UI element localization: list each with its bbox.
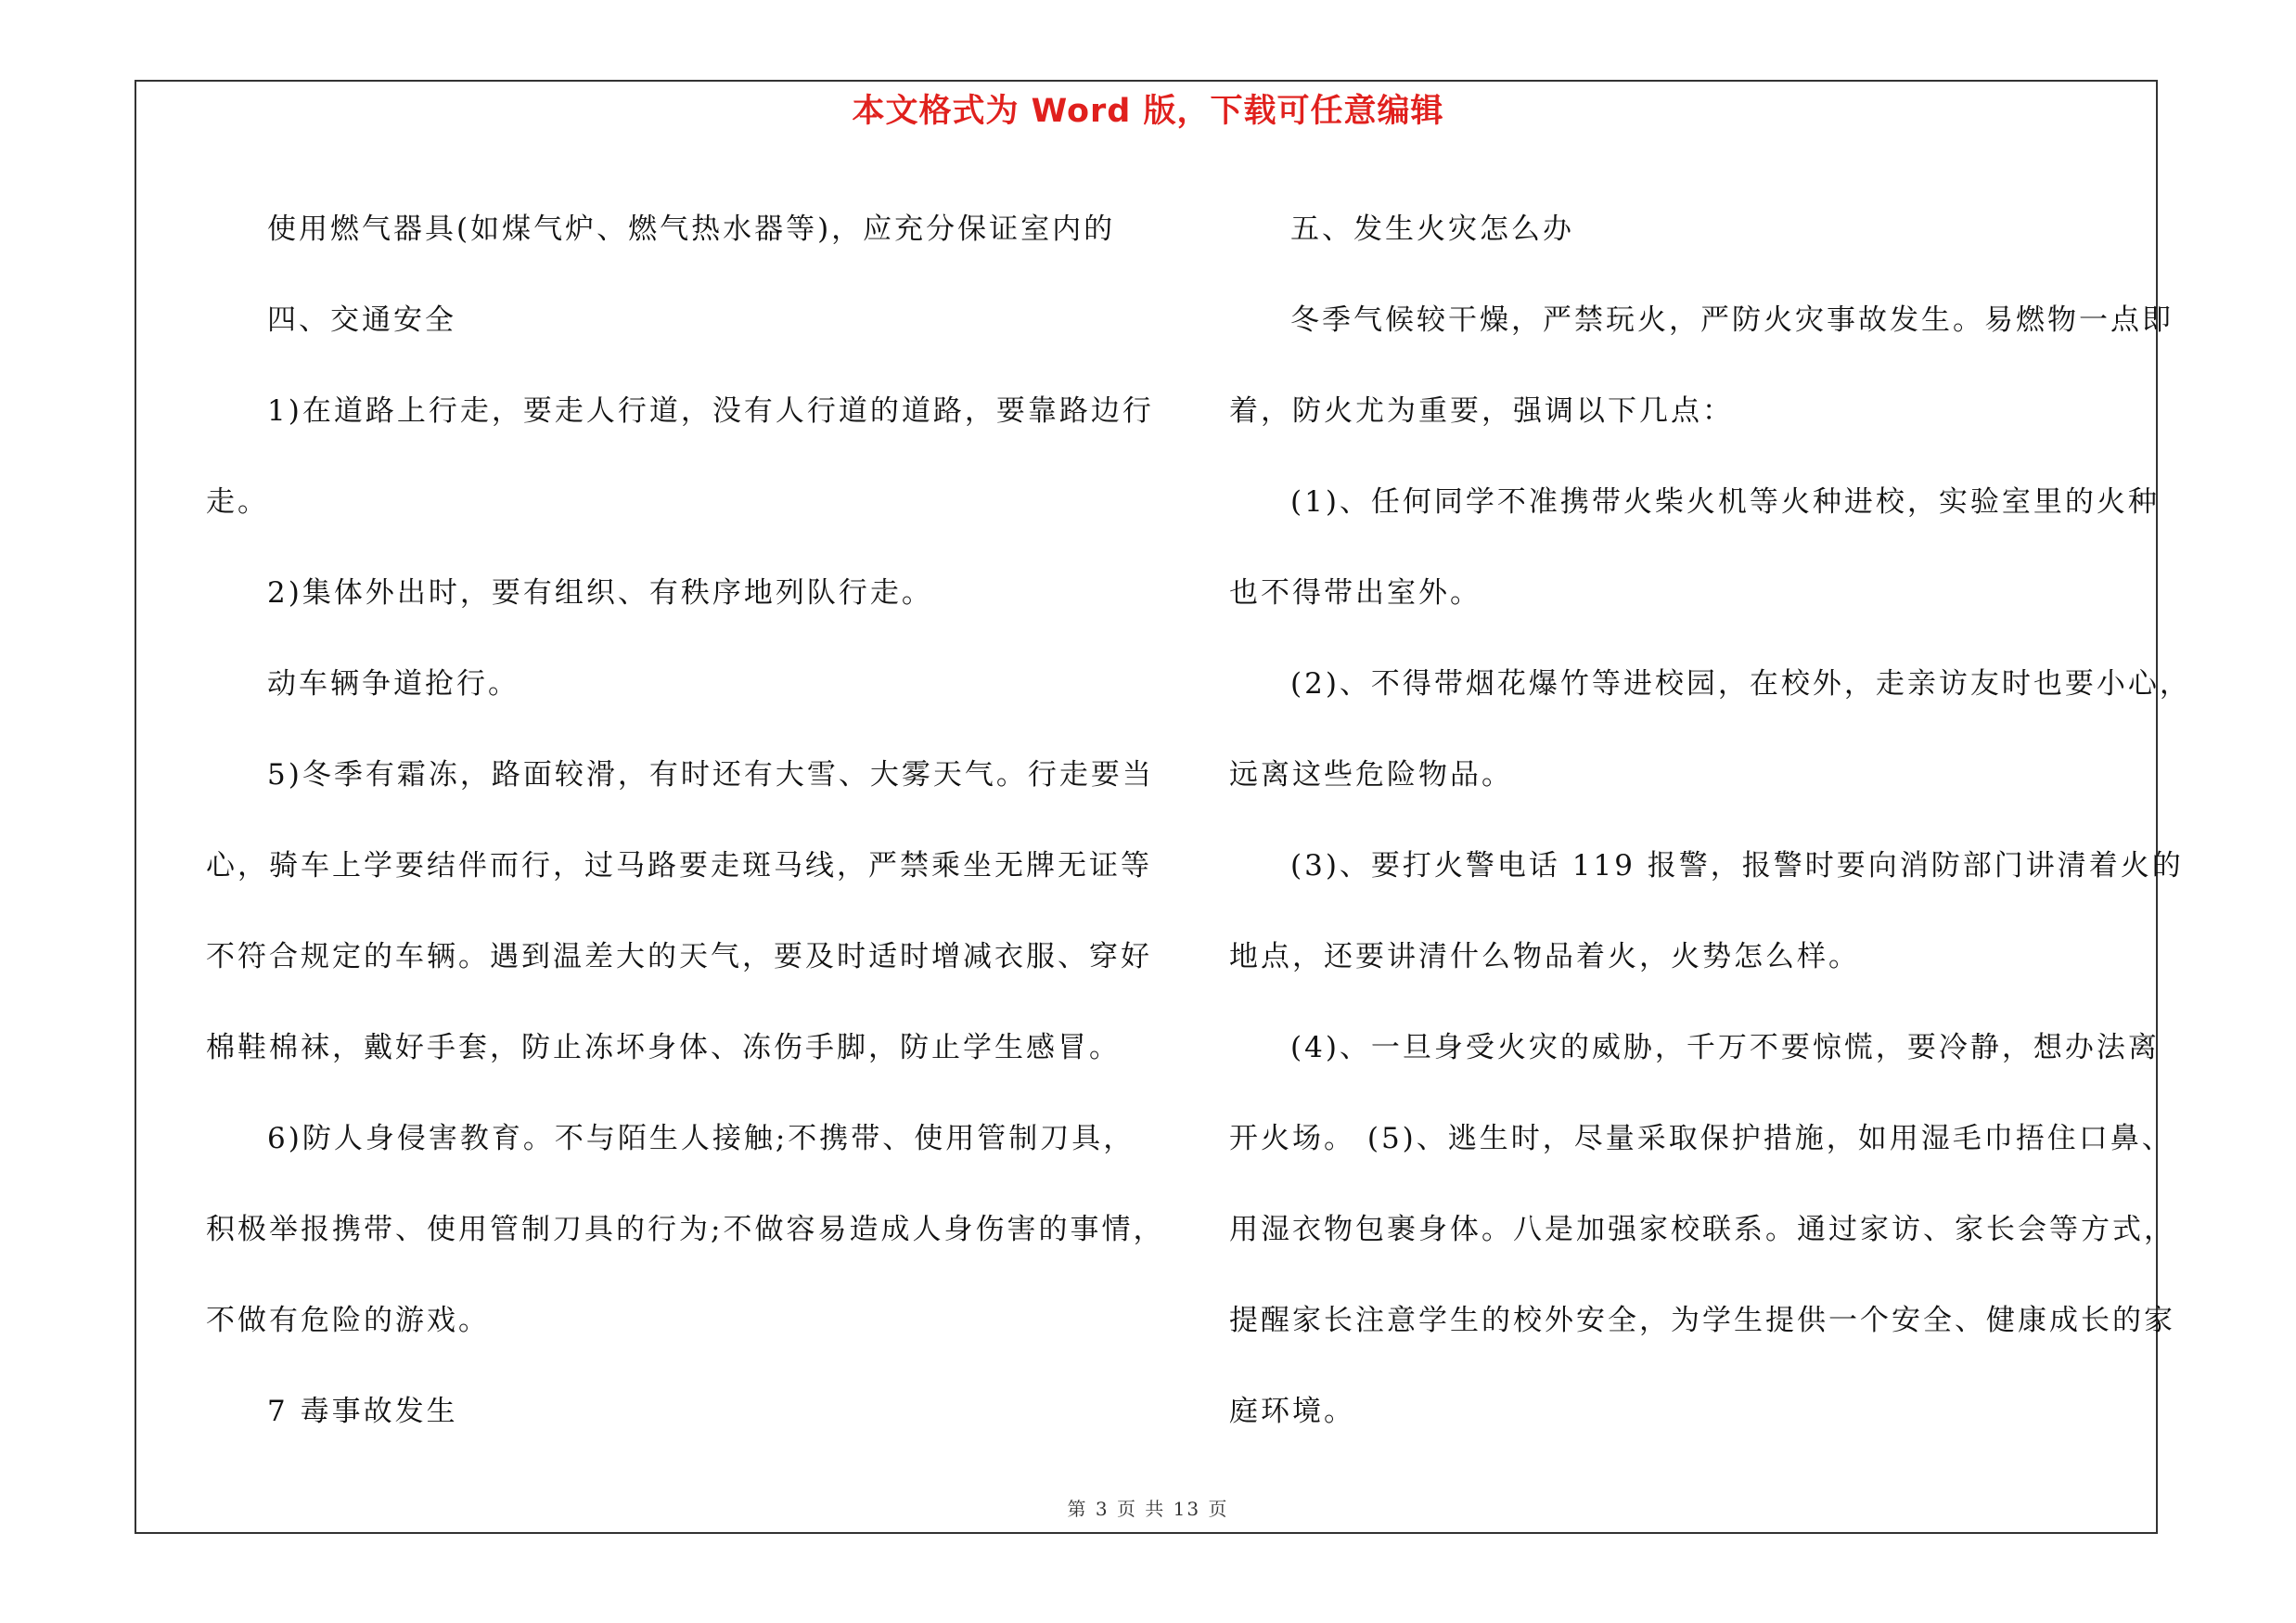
text-line: 不符合规定的车辆。遇到温差大的天气，要及时适时增减衣服、穿好: [206, 940, 1152, 973]
right-column: [1229, 184, 2191, 1457]
text-line: 五、发生火灾怎么办: [1290, 213, 1574, 246]
text-line: (1)、任何同学不准携带火柴火机等火种进校，实验室里的火种: [1290, 485, 2160, 519]
text-line: (2)、不得带烟花爆竹等进校园，在校外，走亲访友时也要小心，: [1290, 667, 2191, 701]
text-line: 使用燃气器具(如煤气炉、燃气热水器等)，应充分保证室内的: [267, 213, 1116, 246]
header-banner: 本文格式为 Word 版，下载可任意编辑: [852, 93, 1444, 130]
text-line: 7 毒事故发生: [267, 1395, 458, 1428]
text-line: 也不得带出室外。: [1229, 576, 1481, 610]
text-line: 棉鞋棉袜，戴好手套，防止冻坏身体、冻伤手脚，防止学生感冒。: [206, 1031, 1121, 1064]
text-line: 6)防人身侵害教育。不与陌生人接触;不携带、使用管制刀具，: [267, 1122, 1135, 1155]
text-line: 开火场。 (5)、逃生时，尽量采取保护措施，如用湿毛巾捂住口鼻、: [1229, 1122, 2174, 1155]
left-column: [206, 184, 1165, 1457]
text-line: 2)集体外出时，要有组织、有秩序地列队行走。: [267, 576, 933, 610]
text-line: 心，骑车上学要结伴而行，过马路要走斑马线，严禁乘坐无牌无证等: [206, 849, 1152, 882]
text-line: 远离这些危险物品。: [1229, 758, 1513, 792]
text-line: 提醒家长注意学生的校外安全，为学生提供一个安全、健康成长的家: [1229, 1304, 2175, 1337]
text-line: 地点，还要讲清什么物品着火，火势怎么样。: [1229, 940, 1860, 973]
text-line: 积极举报携带、使用管制刀具的行为;不做容易造成人身伤害的事情，: [206, 1213, 1165, 1246]
text-line: 四、交通安全: [267, 303, 456, 337]
text-line: 不做有危险的游戏。: [206, 1304, 490, 1337]
text-line: 庭环境。: [1229, 1395, 1355, 1428]
text-line: 1)在道路上行走，要走人行道，没有人行道的道路，要靠路边行: [267, 394, 1154, 428]
text-line: 着，防火尤为重要，强调以下几点：: [1229, 394, 1734, 428]
text-line: 动车辆争道抢行。: [267, 667, 519, 701]
text-line: 5)冬季有霜冻，路面较滑，有时还有大雪、大雾天气。行走要当: [267, 758, 1154, 792]
text-line: (4)、一旦身受火灾的威胁，千万不要惊慌，要冷静，想办法离: [1290, 1031, 2160, 1064]
text-line: 走。: [206, 485, 269, 519]
text-line: 用湿衣物包裹身体。八是加强家校联系。通过家访、家长会等方式，: [1229, 1213, 2175, 1246]
page-indicator: 第 3 页 共 13 页: [1067, 1498, 1229, 1520]
text-line: (3)、要打火警电话 119 报警，报警时要向消防部门讲清着火的: [1290, 849, 2184, 882]
text-line: 冬季气候较干燥，严禁玩火，严防火灾事故发生。易燃物一点即: [1290, 303, 2174, 337]
